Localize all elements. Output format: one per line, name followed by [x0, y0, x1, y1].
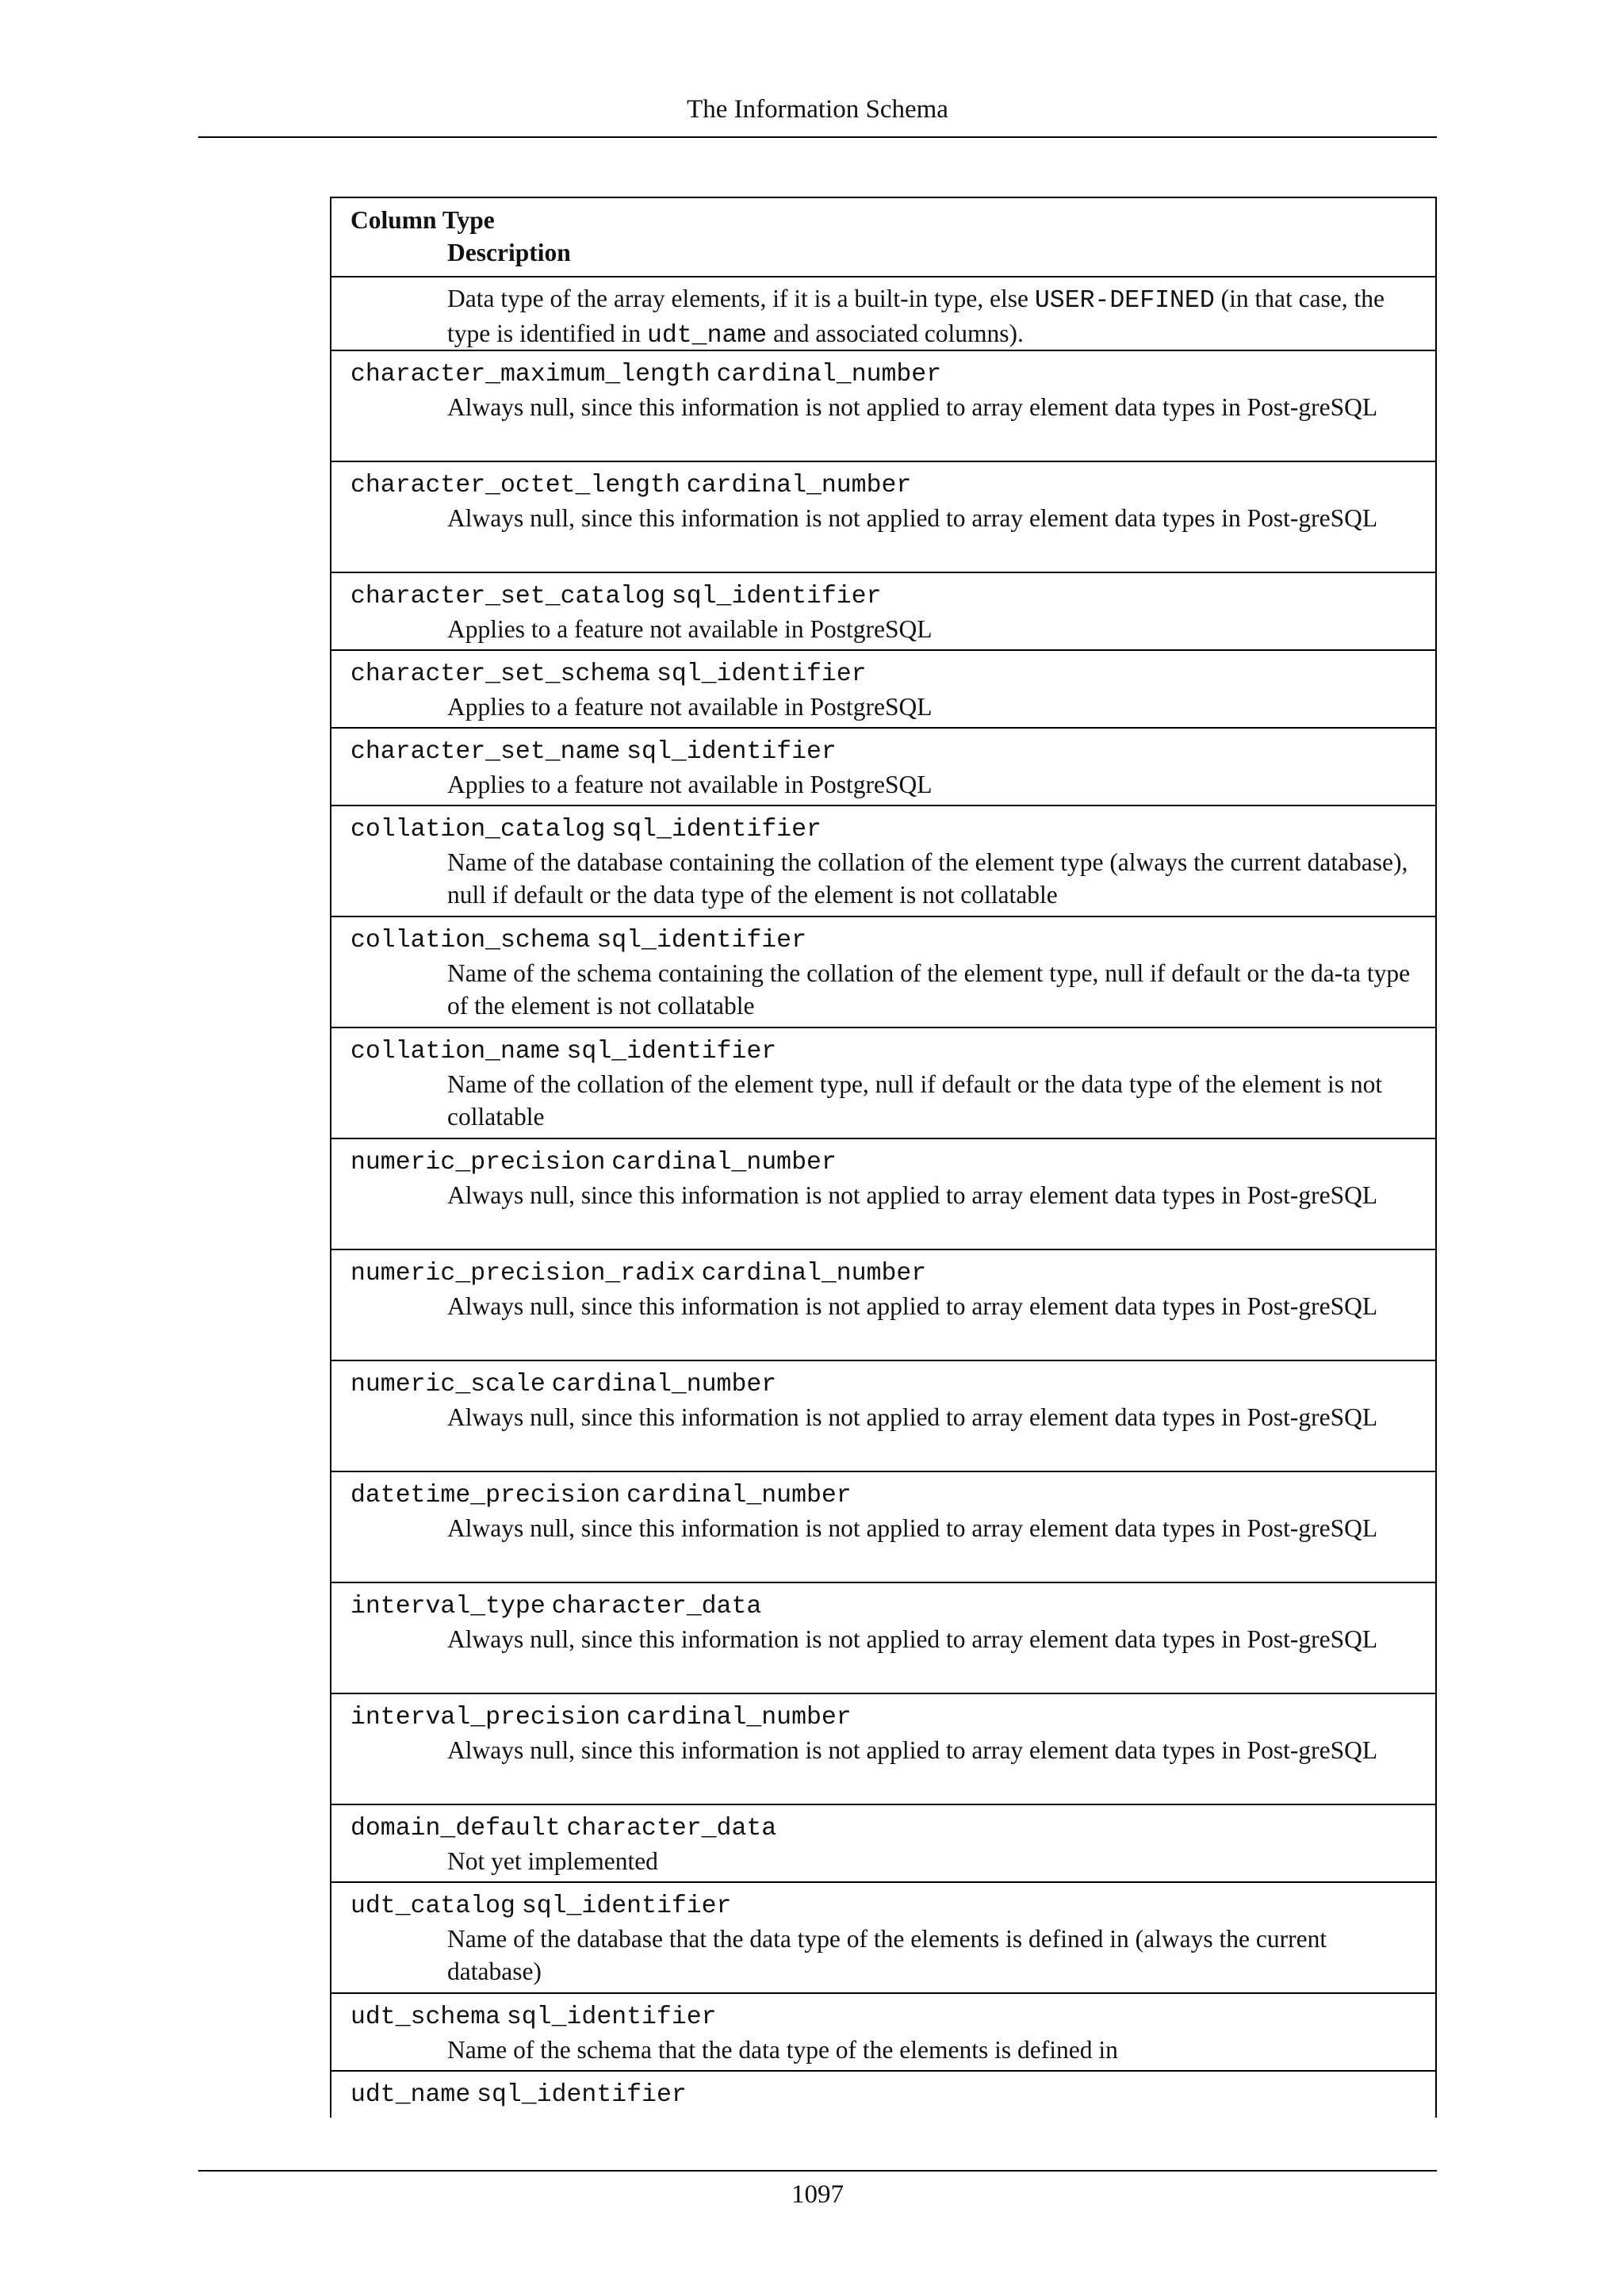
- page-number: 1097: [791, 2180, 844, 2209]
- table-row: [331, 1250, 1435, 1361]
- column-name: interval_type: [350, 1593, 546, 1621]
- column-type: cardinal_number: [626, 1482, 852, 1510]
- column-name: datetime_precision: [350, 1482, 621, 1510]
- table-row: [331, 651, 1435, 729]
- column-type-heading: Column Type: [350, 206, 495, 234]
- row-signature: [350, 811, 1419, 846]
- column-type: sql_identifier: [611, 816, 822, 844]
- table-row: [331, 729, 1435, 806]
- row-description: Not yet implemented: [447, 1847, 658, 1875]
- row-signature: [350, 578, 1419, 613]
- table-row: [331, 1694, 1435, 1805]
- code-user-defined: USER-DEFINED: [1034, 287, 1215, 315]
- table-row: [331, 1994, 1435, 2072]
- column-type: cardinal_number: [686, 472, 912, 499]
- row-description: Applies to a feature not available in PostgreSQL: [447, 615, 933, 643]
- column-type: character_data: [551, 1593, 762, 1621]
- column-name: udt_schema: [350, 2003, 501, 2031]
- column-type: sql_identifier: [626, 738, 837, 766]
- table-row: [331, 462, 1435, 573]
- row-signature: [350, 467, 1419, 502]
- table-header-row: [331, 198, 1435, 277]
- column-type: sql_identifier: [671, 583, 882, 610]
- row-description: Name of the database that the data type of the elements is defined in (always the current database): [447, 1925, 1327, 1985]
- row-signature: [350, 2076, 1419, 2111]
- desc-text: and associated columns).: [767, 320, 1024, 347]
- table-row: [331, 2072, 1435, 2118]
- table-row: [331, 351, 1435, 462]
- row-signature: [350, 1033, 1419, 1068]
- table-row: [331, 1883, 1435, 1994]
- column-type: sql_identifier: [506, 2003, 717, 2031]
- column-name: collation_catalog: [350, 816, 606, 844]
- column-type: sql_identifier: [521, 1892, 732, 1920]
- row-description: Always null, since this information is not applied to array element data types in Post-greSQL: [447, 1736, 1378, 1764]
- table-row: [331, 573, 1435, 651]
- footer-rule: [198, 2170, 1437, 2172]
- table-row: [331, 1472, 1435, 1583]
- row-signature: [350, 1588, 1419, 1623]
- row-description: Name of the schema that the data type of the elements is defined in: [447, 2036, 1118, 2064]
- row-description: Name of the schema containing the collation of the element type, null if default or the da-ta type of the element is not collatable: [447, 959, 1411, 1020]
- table-row: [331, 1361, 1435, 1472]
- column-type: sql_identifier: [596, 927, 806, 955]
- desc-text: (in that case, the type is identified in: [447, 285, 1385, 347]
- row-description: Always null, since this information is not applied to array element data types in Post-greSQL: [447, 1181, 1378, 1209]
- row-description: Always null, since this information is not applied to array element data types in Post-greSQL: [447, 504, 1378, 532]
- row-signature: [350, 1477, 1419, 1512]
- desc-text: Data type of the array elements, if it is a built-in type, else: [447, 285, 1035, 312]
- row-description: Always null, since this information is not applied to array element data types in Post-greSQL: [447, 1403, 1378, 1431]
- row-signature: [350, 1999, 1419, 2034]
- table-row: [331, 917, 1435, 1028]
- row-signature: [350, 356, 1419, 391]
- column-name: character_set_schema: [350, 660, 651, 688]
- row-signature: [350, 1255, 1419, 1290]
- row-signature: [350, 1699, 1419, 1734]
- row-signature: [350, 1144, 1419, 1179]
- row-description: Always null, since this information is not applied to array element data types in Post-greSQL: [447, 1292, 1378, 1320]
- table-row-continuation: [331, 277, 1435, 351]
- row-signature: [350, 1888, 1419, 1923]
- column-name: character_set_catalog: [350, 583, 665, 610]
- description-heading: Description: [447, 239, 571, 266]
- column-type: sql_identifier: [566, 1038, 777, 1066]
- column-type: cardinal_number: [611, 1149, 837, 1177]
- row-description: [350, 282, 1419, 352]
- column-name: character_maximum_length: [350, 361, 710, 388]
- column-type: cardinal_number: [626, 1704, 852, 1732]
- table-row: [331, 1583, 1435, 1694]
- column-name: character_octet_length: [350, 472, 680, 499]
- row-signature: [350, 1810, 1419, 1845]
- table-row: [331, 806, 1435, 917]
- column-type: sql_identifier: [656, 660, 867, 688]
- row-description: Name of the database containing the collation of the element type (always the current database), null if default or the data type of the element is not collatable: [447, 848, 1408, 909]
- row-signature: [350, 656, 1419, 691]
- column-name: numeric_precision: [350, 1149, 606, 1177]
- column-name: character_set_name: [350, 738, 621, 766]
- column-name: numeric_scale: [350, 1371, 546, 1399]
- column-name: numeric_precision_radix: [350, 1260, 695, 1288]
- table-row: [331, 1028, 1435, 1139]
- row-description: Applies to a feature not available in PostgreSQL: [447, 693, 933, 721]
- column-type: cardinal_number: [551, 1371, 777, 1399]
- column-type: cardinal_number: [716, 361, 942, 388]
- row-description: Name of the collation of the element type, null if default or the data type of the element is not collatable: [447, 1070, 1383, 1131]
- table-row: [331, 1139, 1435, 1250]
- column-table: [330, 197, 1437, 2118]
- header-rule: [198, 136, 1437, 138]
- table-row: [331, 1805, 1435, 1883]
- row-signature: [350, 1366, 1419, 1401]
- column-name: udt_catalog: [350, 1892, 515, 1920]
- row-description: Always null, since this information is not applied to array element data types in Post-greSQL: [447, 1514, 1378, 1542]
- row-description: Always null, since this information is not applied to array element data types in Post-greSQL: [447, 393, 1378, 421]
- row-signature: [350, 733, 1419, 768]
- column-type: character_data: [566, 1815, 777, 1843]
- column-type: sql_identifier: [477, 2081, 687, 2109]
- row-description: Applies to a feature not available in PostgreSQL: [447, 771, 933, 798]
- page-header-title: The Information Schema: [687, 95, 948, 124]
- column-name: interval_precision: [350, 1704, 621, 1732]
- code-udt-name: udt_name: [646, 322, 768, 350]
- column-name: domain_default: [350, 1815, 561, 1843]
- row-description: Always null, since this information is not applied to array element data types in Post-greSQL: [447, 1625, 1378, 1653]
- row-signature: [350, 922, 1419, 957]
- column-name: collation_schema: [350, 927, 591, 955]
- column-name: udt_name: [350, 2081, 471, 2109]
- column-name: collation_name: [350, 1038, 561, 1066]
- column-type: cardinal_number: [701, 1260, 927, 1288]
